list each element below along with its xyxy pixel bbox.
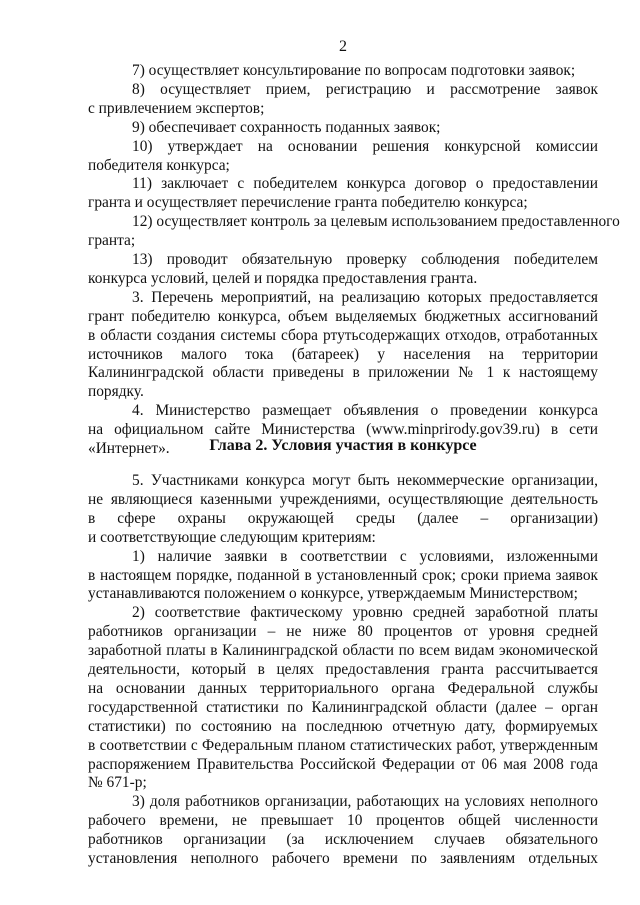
text-line: распоряжением Правительства Российской Федерации от 06 мая 2008 года <box>88 755 598 773</box>
text-line: 5. Участниками конкурса могут быть некоммерческие организации, <box>132 472 598 489</box>
text-line: государственной статистики по Калининградской области (далее – орган <box>88 698 598 716</box>
text-line: на официальном сайте Министерства (www.minprirody.gov39.ru) в сети <box>88 421 598 439</box>
text-line: установления неполного рабочего времени по заявлениям отдельных <box>88 850 598 867</box>
text-line: статистики) по состоянию на последнюю отчетную дату, формируемых <box>88 717 598 735</box>
text-line: источников малого тока (батареек) у населения на территории <box>88 345 598 363</box>
text-line: 4. Министерство размещает объявления о проведении конкурса <box>132 402 598 420</box>
text-line: деятельности, который в целях предоставления гранта рассчитывается <box>88 661 598 678</box>
text-line: грант победителю конкурса, объем выделяемых бюджетных ассигнований <box>88 307 598 325</box>
text-line: на основании данных территориального органа Федеральной службы <box>88 679 598 697</box>
text-line: в сфере охраны окружающей среды (далее – организации) <box>88 509 598 527</box>
text-line: 3) доля работников организации, работающих на условиях неполного <box>132 793 598 811</box>
text-line: в соответствии с Федеральным планом статистических работ, утвержденным <box>88 736 598 754</box>
text-line: в настоящем порядке, поданной в установленный срок; сроки приема заявок <box>88 566 598 584</box>
text-line: гранта; <box>88 232 136 250</box>
text-line: и соответствующие следующим критериям: <box>88 528 376 546</box>
text-line: с привлечением экспертов; <box>88 99 265 117</box>
text-line: конкурса условий, целей и порядка предоставления гранта. <box>88 269 478 287</box>
text-line: «Интернет». <box>88 440 170 457</box>
text-line: 2) соответствие фактическому уровню средней заработной платы <box>132 604 598 622</box>
text-line: Калининградской области приведены в приложении № 1 к настоящему <box>88 364 598 382</box>
text-line: 9) обеспечивает сохранность поданных заявок; <box>132 118 441 136</box>
text-line: 10) утверждает на основании решения конкурсной комиссии <box>132 137 598 155</box>
page-number: 2 <box>339 38 347 55</box>
chapter-heading: Глава 2. Условия участия в конкурсе <box>209 437 477 454</box>
text-line: порядку. <box>88 383 144 401</box>
text-line: 13) проводит обязательную проверку соблюдения победителем <box>132 251 598 268</box>
text-line: 8) осуществляет прием, регистрацию и рассмотрение заявок <box>132 80 598 98</box>
text-line: победителя конкурса; <box>88 156 230 174</box>
text-line: гранта и осуществляет перечисление гранта победителю конкурса; <box>88 194 528 212</box>
text-line: рабочего времени, не превышает 10 процентов общей численности <box>88 812 598 830</box>
text-line: № 671-р; <box>88 774 147 792</box>
text-line: 1) наличие заявки в соответствии с условиями, изложенными <box>132 547 598 565</box>
text-line: заработной платы в Калининградской области по всем видам экономической <box>88 642 598 660</box>
text-line: 11) заключает с победителем конкурса договор о предоставлении <box>132 175 598 193</box>
text-line: работников организации (за исключением случаев обязательного <box>88 831 598 849</box>
text-line: 7) осуществляет консультирование по вопросам подготовки заявок; <box>132 62 576 79</box>
text-line: в области создания системы сбора ртутьсодержащих отходов, отработанных <box>88 326 598 344</box>
text-line: не являющиеся казенными учреждениями, осуществляющие деятельность <box>88 490 598 508</box>
text-line: устанавливаются положением о конкурсе, утверждаемым Министерством; <box>88 585 578 603</box>
text-line: работников организации – не ниже 80 процентов от уровня средней <box>88 623 598 641</box>
text-line: 3. Перечень мероприятий, на реализацию которых предоставляется <box>132 288 598 306</box>
text-line: 12) осуществляет контроль за целевым использованием предоставленного <box>132 213 620 231</box>
